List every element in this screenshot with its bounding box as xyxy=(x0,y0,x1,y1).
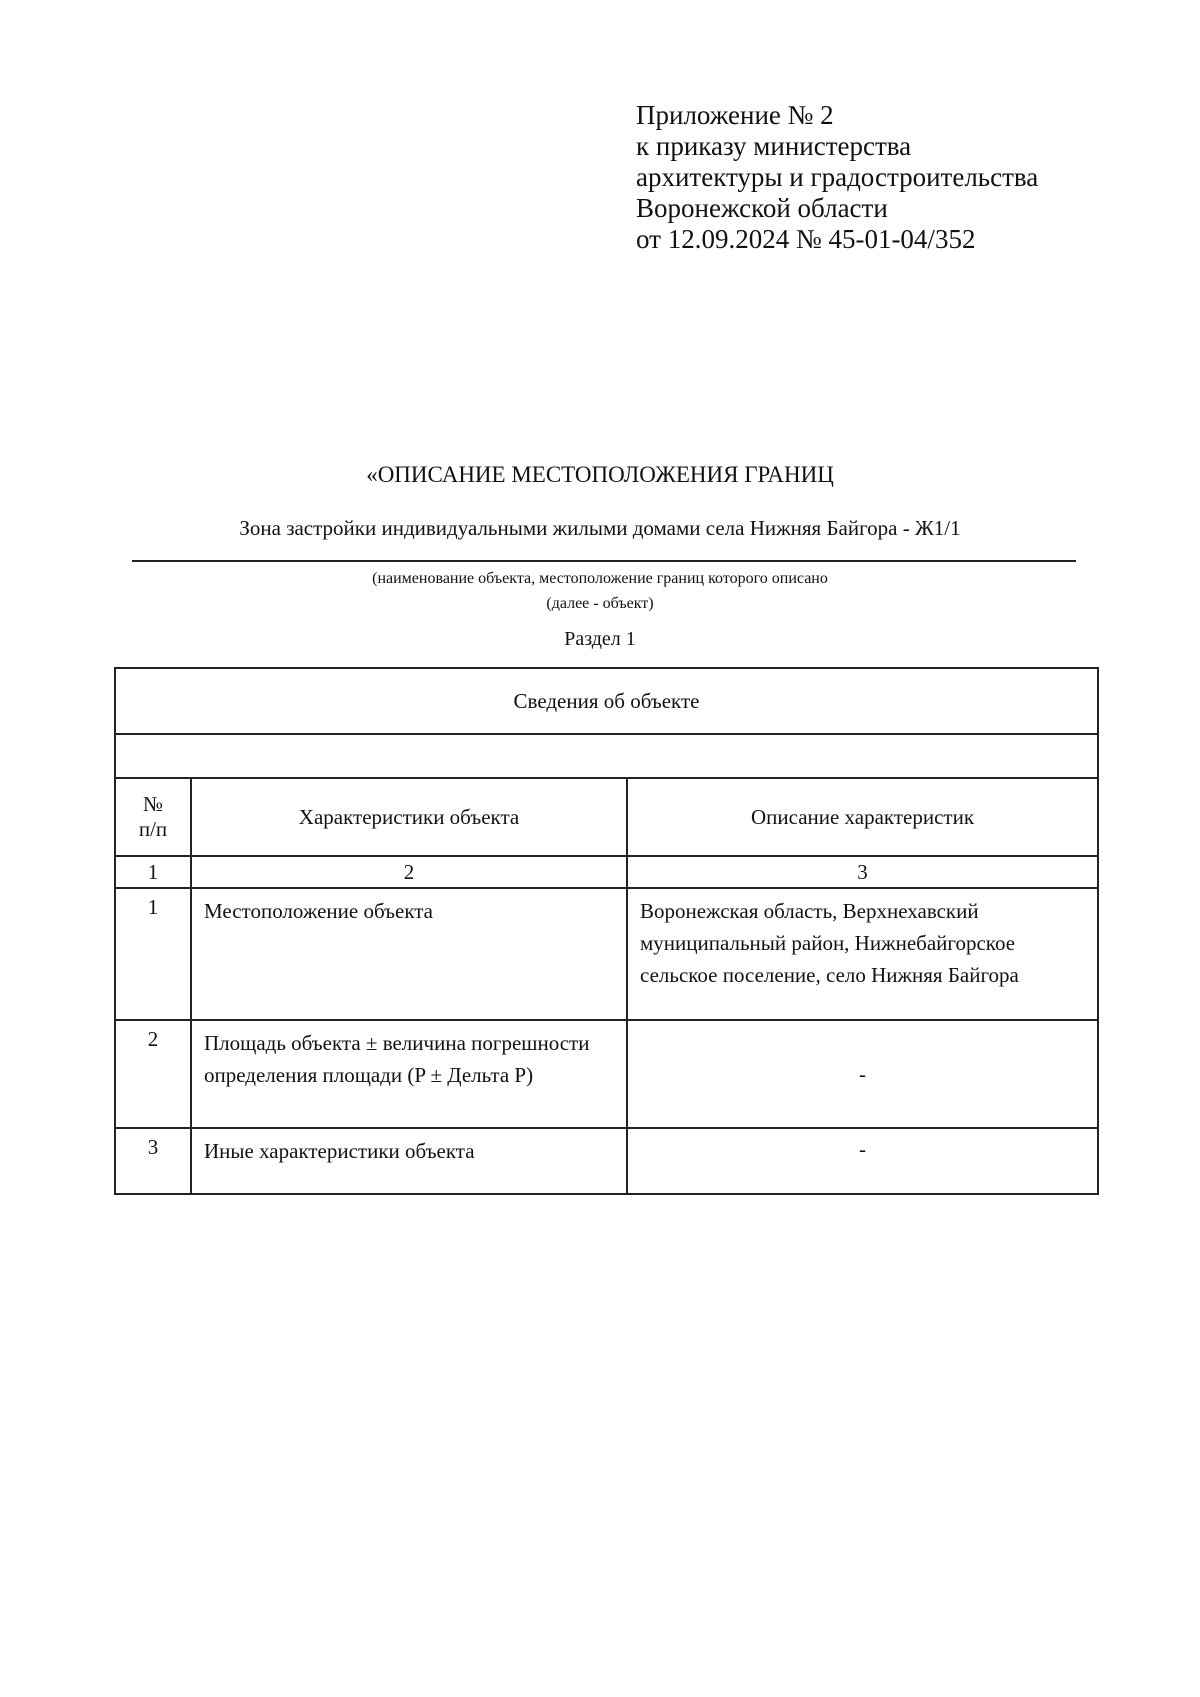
caption-line-2: (далее - объект) xyxy=(546,595,654,612)
col-header-description: Описание характеристик xyxy=(627,778,1098,856)
col-header-number-line1: № xyxy=(142,792,164,816)
appendix-order-ref: к приказу министерства xyxy=(636,131,912,161)
table-row xyxy=(115,888,1098,1020)
appendix-ministry: архитектуры и градостроительства xyxy=(636,162,1039,192)
appendix-region: Воронежской области xyxy=(636,193,888,223)
col-header-characteristics: Характеристики объекта xyxy=(191,778,627,856)
row-number: 3 xyxy=(115,1128,191,1194)
object-name-caption xyxy=(0,566,1200,616)
table-empty-row xyxy=(115,734,1098,778)
row-number: 2 xyxy=(115,1020,191,1128)
caption-line-1: (наименование объекта, местоположение границ которого описано xyxy=(372,570,828,587)
row-number: 1 xyxy=(115,888,191,1020)
row-description: - xyxy=(627,1128,1098,1194)
section-label: Раздел 1 xyxy=(564,628,636,650)
row-description: Воронежская область, Верхнехавский муниципальный район, Нижнебайгорское сельское поселение, село Нижняя Байгора xyxy=(627,888,1098,1020)
object-name-underline xyxy=(132,560,1076,562)
appendix-header xyxy=(636,100,1038,255)
row-characteristic: Местоположение объекта xyxy=(191,888,627,1020)
col-header-number-line2: п/п xyxy=(138,817,168,841)
table-heading: Сведения об объекте xyxy=(115,668,1098,734)
appendix-number: Приложение № 2 xyxy=(636,100,834,130)
document-title: «ОПИСАНИЕ МЕСТОПОЛОЖЕНИЯ ГРАНИЦ xyxy=(366,462,834,487)
row-characteristic: Площадь объекта ± величина погрешности определения площади (P ± Дельта P) xyxy=(191,1020,627,1128)
row-characteristic: Иные характеристики объекта xyxy=(191,1128,627,1194)
appendix-date-number: от 12.09.2024 № 45-01-04/352 xyxy=(636,224,976,254)
table-row xyxy=(115,1128,1098,1194)
object-name: Зона застройки индивидуальными жилыми домами села Нижняя Байгора - Ж1/1 xyxy=(239,516,961,540)
object-info-table xyxy=(114,667,1099,1195)
col-number-2: 2 xyxy=(191,856,627,888)
col-number-3: 3 xyxy=(627,856,1098,888)
col-header-number xyxy=(115,778,191,856)
table-row xyxy=(115,1020,1098,1128)
row-description: - xyxy=(627,1020,1098,1128)
col-number-1: 1 xyxy=(115,856,191,888)
